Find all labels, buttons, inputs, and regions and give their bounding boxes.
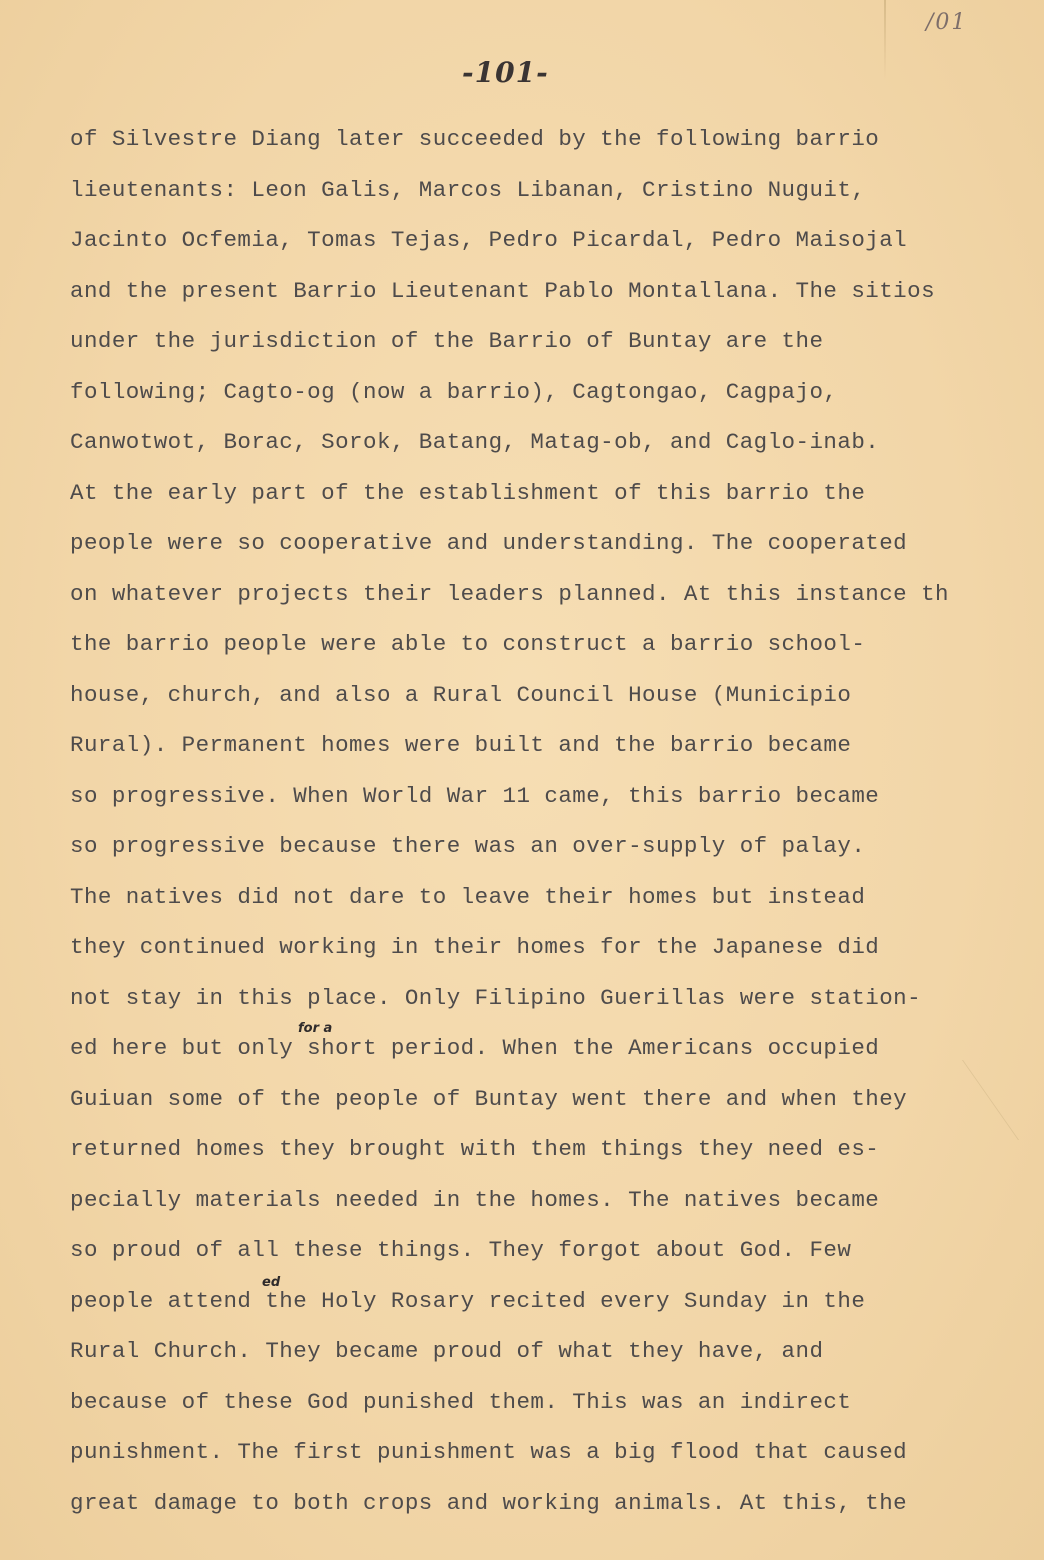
body-text xyxy=(70,124,1044,1538)
text-line: because of these God punished them. This was an indirect xyxy=(70,1388,852,1415)
text-line: punishment. The first punishment was a big flood that caused xyxy=(70,1439,908,1465)
handwritten-page-note: /01 xyxy=(926,10,968,35)
text-line: house, church, and also a Rural Council House (Municipio xyxy=(70,681,852,708)
text-line: of Silvestre Diang later succeeded by the following barrio xyxy=(70,126,880,152)
text-line: so progressive. When World War 11 came, this barrio became xyxy=(70,782,880,809)
text-line: Jacinto Ocfemia, Tomas Tejas, Pedro Picardal, Pedro Maisojal xyxy=(70,227,908,253)
text-line: people attend the Holy Rosary recited every Sunday in the xyxy=(70,1287,866,1314)
text-line: not stay in this place. Only Filipino Guerillas were station- xyxy=(70,984,922,1011)
text-line: they continued working in their homes for the Japanese did xyxy=(70,934,880,960)
text-line: ed here but only short period. When the Americans occupied xyxy=(70,1035,880,1061)
text-line: so progressive because there was an over-supply of palay. xyxy=(70,833,866,859)
text-line: people were so cooperative and understanding. The cooperated xyxy=(70,530,908,556)
text-line: on whatever projects their leaders planned. At this instance th xyxy=(70,580,949,607)
handwritten-insert-for-a: for a xyxy=(298,1021,333,1036)
text-line: Rural Church. They became proud of what they have, and xyxy=(70,1338,824,1364)
text-line: so proud of all these things. They forgot about God. Few xyxy=(70,1237,852,1263)
text-line: returned homes they brought with them things they need es- xyxy=(70,1136,880,1162)
text-line: the barrio people were able to construct a barrio school- xyxy=(70,631,866,657)
text-line: The natives did not dare to leave their homes but instead xyxy=(70,883,866,910)
text-line: following; Cagto-og (now a barrio), Cagtongao, Cagpajo, xyxy=(70,378,838,405)
text-line: under the jurisdiction of the Barrio of Buntay are the xyxy=(70,328,824,354)
handwritten-insert-ed: ed xyxy=(262,1275,281,1290)
text-line: lieutenants: Leon Galis, Marcos Libanan, Cristino Nuguit, xyxy=(70,176,866,203)
text-line: and the present Barrio Lieutenant Pablo Montallana. The sitios xyxy=(70,277,936,304)
paper-fold-line xyxy=(884,0,886,80)
page-number: -101- xyxy=(462,56,549,89)
text-line: pecially materials needed in the homes. The natives became xyxy=(70,1186,880,1213)
text-line: At the early part of the establishment of this barrio the xyxy=(70,479,866,506)
text-line: great damage to both crops and working animals. At this, the xyxy=(70,1489,908,1516)
text-line: Canwotwot, Borac, Sorok, Batang, Matag-ob, and Caglo-inab. xyxy=(70,429,880,455)
text-line: Rural). Permanent homes were built and the barrio became xyxy=(70,732,852,758)
text-line: Guiuan some of the people of Buntay went there and when they xyxy=(70,1085,908,1112)
